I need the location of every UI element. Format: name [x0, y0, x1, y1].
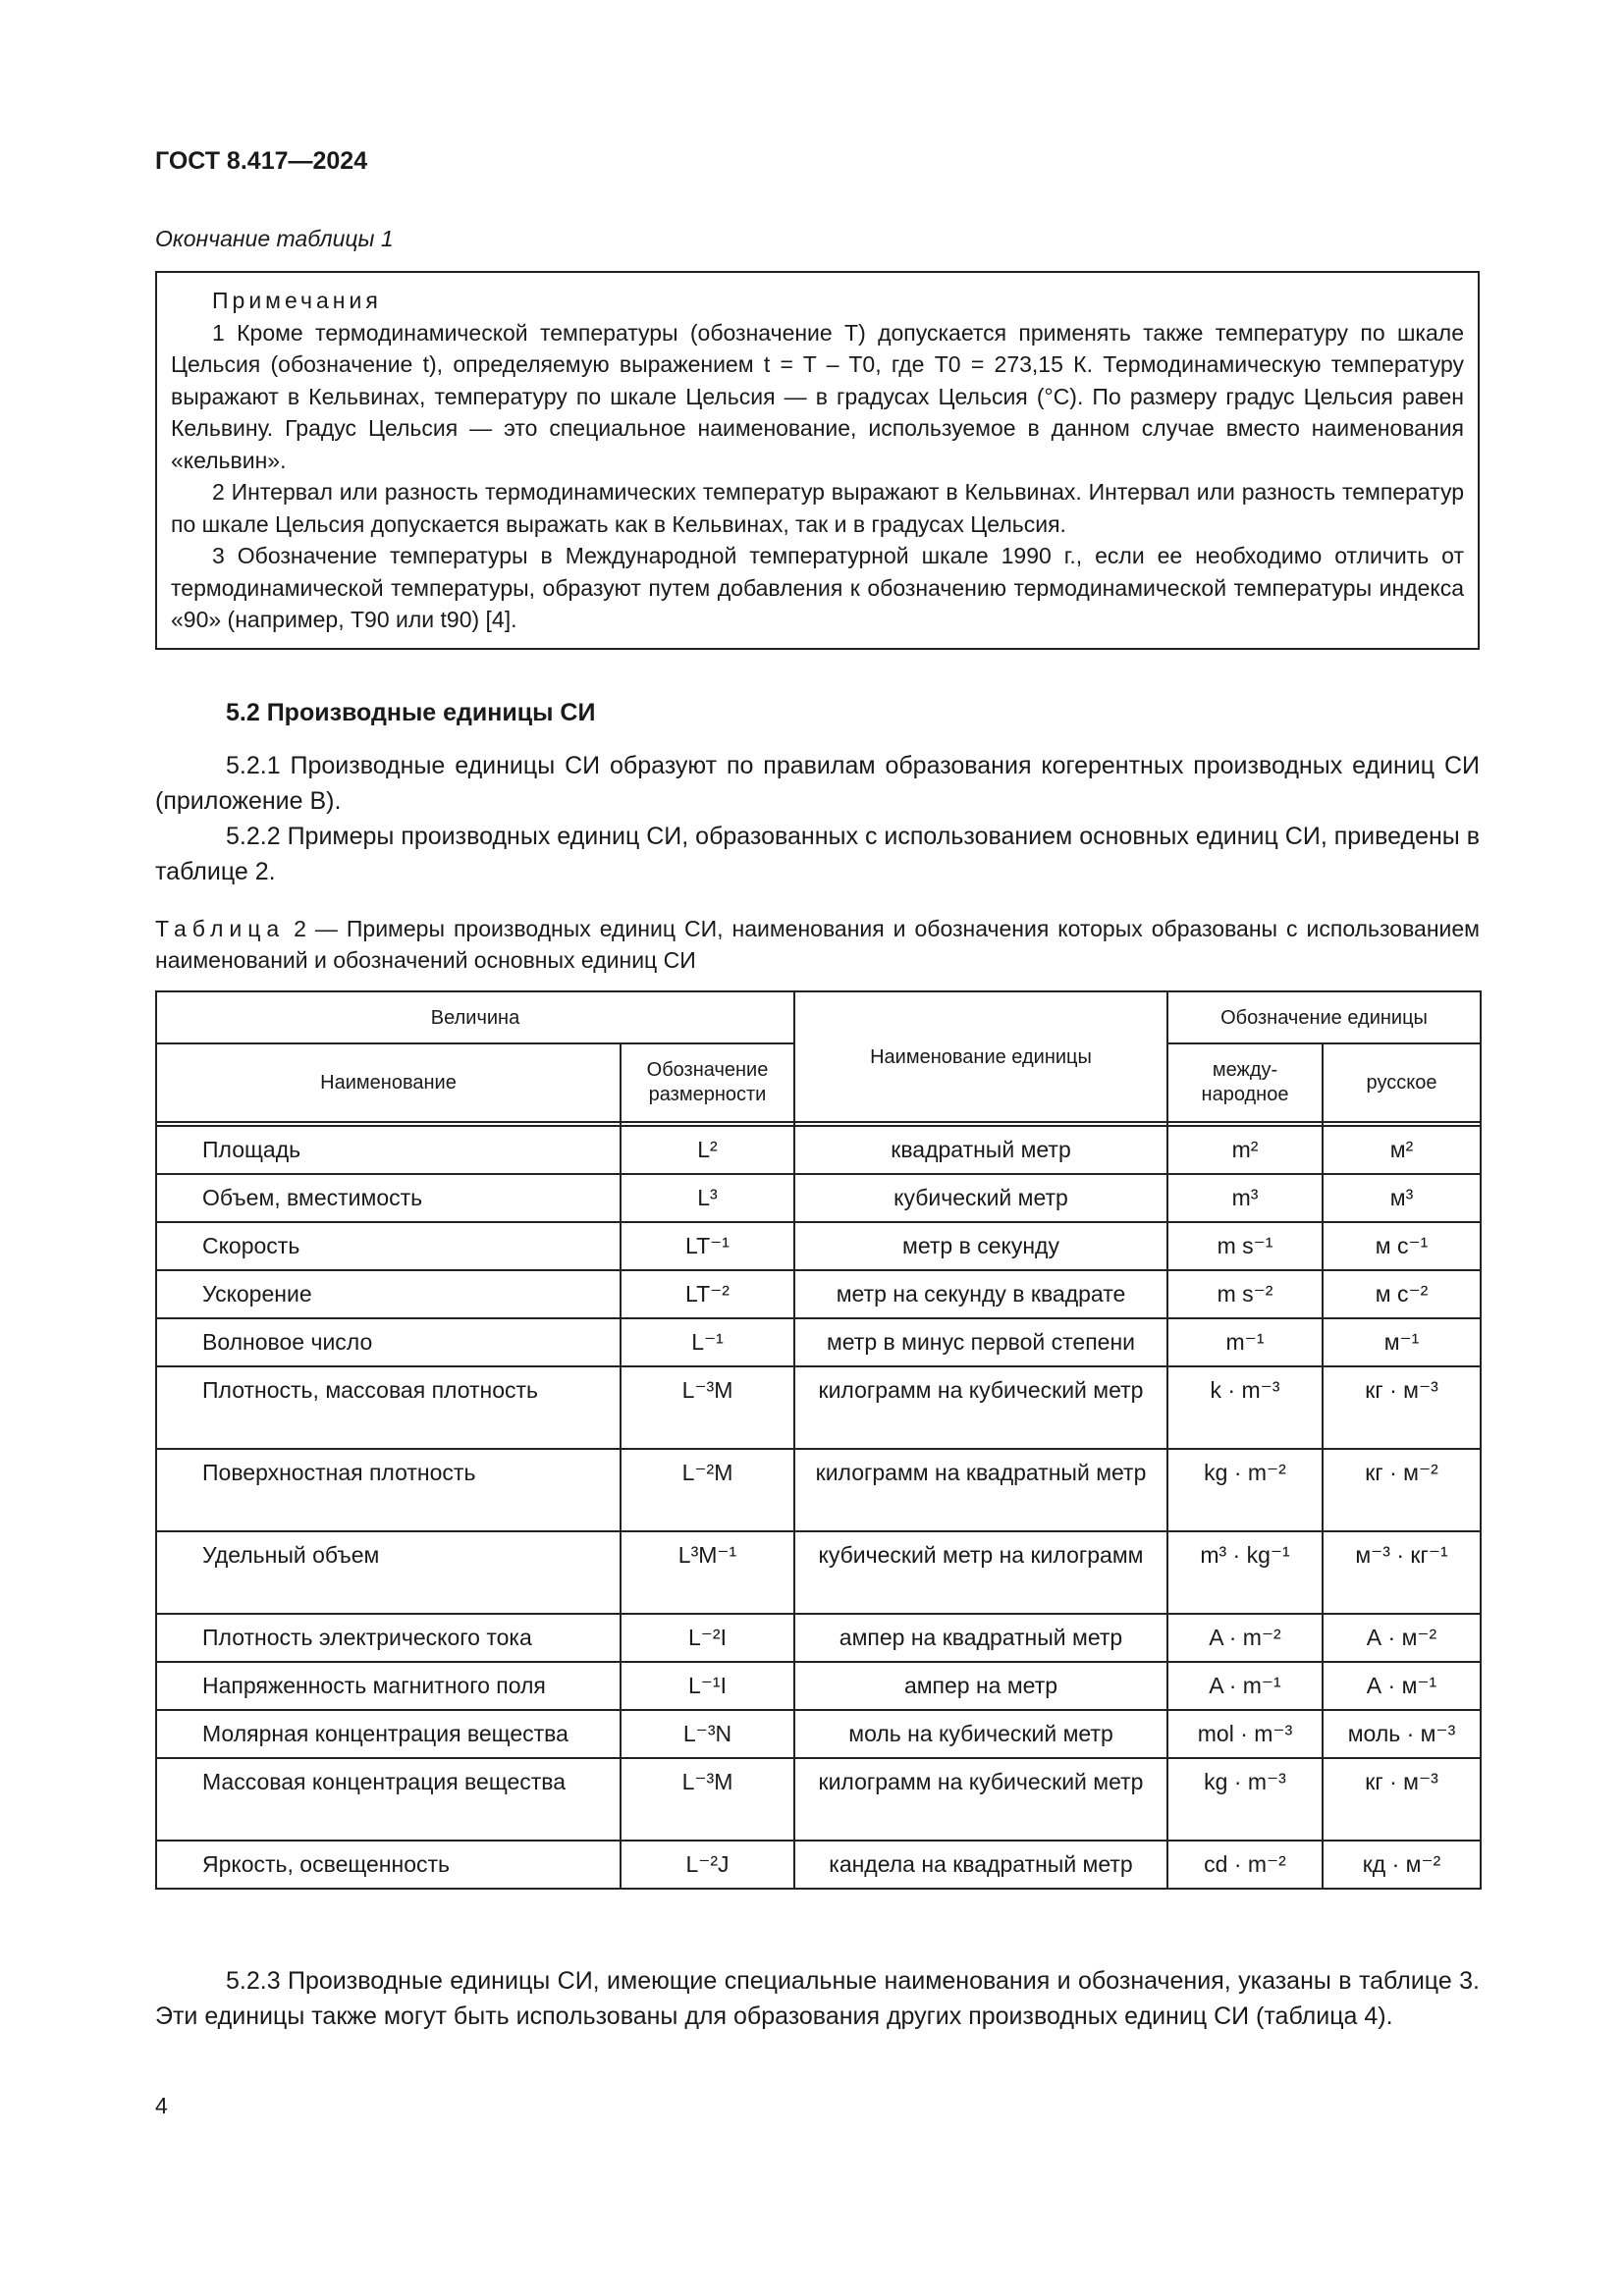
notes-box [155, 271, 1480, 650]
table-caption [155, 913, 1480, 976]
row-symbol-international: kg · m⁻² [1167, 1449, 1323, 1531]
header-international: между-народное [1167, 1043, 1323, 1122]
header-dimension: Обозначение размерности [621, 1043, 794, 1122]
page-number: 4 [155, 2093, 168, 2118]
table-row [156, 1710, 1481, 1758]
table-row [156, 1662, 1481, 1710]
row-quantity-name: Яркость, освещенность [156, 1841, 621, 1889]
table-row [156, 1758, 1481, 1841]
row-unit-name: ампер на квадратный метр [794, 1614, 1167, 1662]
row-symbol-russian: кд · м⁻² [1323, 1841, 1481, 1889]
table-row [156, 1531, 1481, 1614]
row-quantity-name: Удельный объем [156, 1531, 621, 1614]
row-unit-name: кубический метр на килограмм [794, 1531, 1167, 1614]
row-dimension: L⁻²I [621, 1614, 794, 1662]
section-title: 5.2 Производные единицы СИ [226, 699, 596, 726]
row-quantity-name: Объем, вместимость [156, 1174, 621, 1222]
row-symbol-russian: м⁻³ · кг⁻¹ [1323, 1531, 1481, 1614]
table-row [156, 1614, 1481, 1662]
note-item: 1 Кроме термодинамической температуры (обозначение T) допускается применять также температуру по шкале Цельсия (обозначение t), определяемую выражением t = T – T0, где T0 = 273,15 К. Термодинамическую температуру выражают в Кельвинах, температуру по шкале Цельсия — в градусах Цельсия (°С). По размеру градус Цельсия равен Кельвину. Градус Цельсия — это специальное наименование, используемое в данном случае вместо наименования «кельвин». [171, 319, 1464, 473]
row-symbol-russian: кг · м⁻³ [1323, 1366, 1481, 1449]
row-dimension: LT⁻¹ [621, 1222, 794, 1270]
row-symbol-international: mol · m⁻³ [1167, 1710, 1323, 1758]
row-symbol-russian: кг · м⁻² [1323, 1449, 1481, 1531]
row-symbol-international: m s⁻² [1167, 1270, 1323, 1318]
row-dimension: L⁻³M [621, 1366, 794, 1449]
notes-heading: Примечания [212, 288, 382, 313]
table-row [156, 1841, 1481, 1889]
table-row [156, 1449, 1481, 1531]
row-symbol-international: cd · m⁻² [1167, 1841, 1323, 1889]
row-dimension: L⁻²J [621, 1841, 794, 1889]
row-dimension: LT⁻² [621, 1270, 794, 1318]
header-name: Наименование [156, 1043, 621, 1122]
row-quantity-name: Напряженность магнитного поля [156, 1662, 621, 1710]
row-symbol-russian: м с⁻² [1323, 1270, 1481, 1318]
row-unit-name: кубический метр [794, 1174, 1167, 1222]
row-unit-name: метр в секунду [794, 1222, 1167, 1270]
row-unit-name: ампер на метр [794, 1662, 1167, 1710]
row-quantity-name: Плотность, массовая плотность [156, 1366, 621, 1449]
row-quantity-name: Поверхностная плотность [156, 1449, 621, 1531]
row-unit-name: квадратный метр [794, 1126, 1167, 1174]
row-dimension: L³ [621, 1174, 794, 1222]
row-symbol-international: m² [1167, 1126, 1323, 1174]
table-body [156, 1126, 1481, 1889]
paragraph-5-2-2: 5.2.2 Примеры производных единиц СИ, образованных с использованием основных единиц СИ, приведены в таблице 2. [155, 823, 1480, 885]
row-dimension: L⁻³N [621, 1710, 794, 1758]
table-row [156, 1270, 1481, 1318]
row-unit-name: килограмм на кубический метр [794, 1758, 1167, 1841]
row-symbol-russian: А · м⁻² [1323, 1614, 1481, 1662]
table-continuation-caption: Окончание таблицы 1 [155, 226, 394, 251]
row-symbol-international: m³ · kg⁻¹ [1167, 1531, 1323, 1614]
row-dimension: L⁻²M [621, 1449, 794, 1531]
row-dimension: L⁻¹I [621, 1662, 794, 1710]
row-quantity-name: Площадь [156, 1126, 621, 1174]
row-unit-name: метр на секунду в квадрате [794, 1270, 1167, 1318]
row-unit-name: килограмм на кубический метр [794, 1366, 1167, 1449]
derived-units-table [155, 990, 1482, 1890]
row-dimension: L² [621, 1126, 794, 1174]
header-russian: русское [1323, 1043, 1481, 1122]
row-quantity-name: Волновое число [156, 1318, 621, 1366]
row-symbol-russian: кг · м⁻³ [1323, 1758, 1481, 1841]
header-unit-symbol: Обозначение единицы [1167, 991, 1481, 1043]
row-symbol-russian: м² [1323, 1126, 1481, 1174]
row-symbol-international: m⁻¹ [1167, 1318, 1323, 1366]
row-symbol-international: kg · m⁻³ [1167, 1758, 1323, 1841]
row-quantity-name: Ускорение [156, 1270, 621, 1318]
row-symbol-russian: моль · м⁻³ [1323, 1710, 1481, 1758]
row-quantity-name: Плотность электрического тока [156, 1614, 621, 1662]
document-code: ГОСТ 8.417—2024 [155, 147, 368, 175]
row-symbol-russian: м⁻¹ [1323, 1318, 1481, 1366]
row-symbol-international: m s⁻¹ [1167, 1222, 1323, 1270]
table-caption-lead: Таблица [155, 916, 286, 941]
row-unit-name: моль на кубический метр [794, 1710, 1167, 1758]
row-symbol-international: k · m⁻³ [1167, 1366, 1323, 1449]
row-symbol-international: m³ [1167, 1174, 1323, 1222]
header-unit-name: Наименование единицы [794, 991, 1167, 1122]
row-symbol-russian: м³ [1323, 1174, 1481, 1222]
row-symbol-international: A · m⁻² [1167, 1614, 1323, 1662]
table-row [156, 1366, 1481, 1449]
row-dimension: L⁻¹ [621, 1318, 794, 1366]
table-row [156, 1318, 1481, 1366]
table-row [156, 1126, 1481, 1174]
header-quantity: Величина [156, 991, 794, 1043]
row-quantity-name: Молярная концентрация вещества [156, 1710, 621, 1758]
table-row [156, 1174, 1481, 1222]
row-symbol-international: A · m⁻¹ [1167, 1662, 1323, 1710]
table-caption-text: 2 — Примеры производных единиц СИ, наименования и обозначения которых образованы с использованием наименований и обозначений основных единиц СИ [155, 916, 1480, 973]
note-item: 3 Обозначение температуры в Международной температурной шкале 1990 г., если ее необходимо отличить от термодинамической температуры, образуют путем добавления к обозначению термодинамической температуры индекса «90» (например, T90 или t90) [4]. [171, 543, 1464, 632]
row-unit-name: килограмм на квадратный метр [794, 1449, 1167, 1531]
row-dimension: L³M⁻¹ [621, 1531, 794, 1614]
row-quantity-name: Массовая концентрация вещества [156, 1758, 621, 1841]
row-unit-name: кандела на квадратный метр [794, 1841, 1167, 1889]
row-quantity-name: Скорость [156, 1222, 621, 1270]
paragraph-5-2-1: 5.2.1 Производные единицы СИ образуют по правилам образования когерентных производных единиц СИ (приложение В). [155, 752, 1480, 815]
row-symbol-russian: м с⁻¹ [1323, 1222, 1481, 1270]
row-symbol-russian: А · м⁻¹ [1323, 1662, 1481, 1710]
paragraph-5-2-3: 5.2.3 Производные единицы СИ, имеющие специальные наименования и обозначения, указаны в таблице 3. Эти единицы также могут быть использованы для образования других производных единиц СИ (таблица 4). [155, 1967, 1480, 2030]
row-dimension: L⁻³M [621, 1758, 794, 1841]
row-unit-name: метр в минус первой степени [794, 1318, 1167, 1366]
note-item: 2 Интервал или разность термодинамических температур выражают в Кельвинах. Интервал или разность температур по шкале Цельсия допускается выражать как в Кельвинах, так и в градусах Цельсия. [171, 479, 1464, 537]
table-row [156, 1222, 1481, 1270]
